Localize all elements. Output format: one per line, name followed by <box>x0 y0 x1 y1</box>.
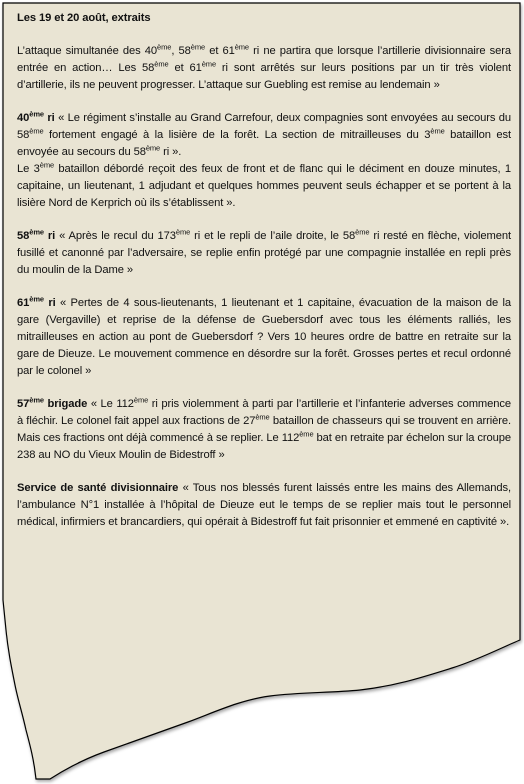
paragraph-intro: L’attaque simultanée des 40ème, 58ème et 61ème ri ne partira que lorsque l’artillerie divisionnaire sera entrée en action… Les 58ème et 61ème ri sont arrêtés sur leurs positions par un tir très violent d’artillerie, ils ne peuvent progresser. L’attaque sur Guebling est remise au lendemain » <box>17 42 511 91</box>
section-label: 57ème brigade <box>17 395 88 410</box>
paragraph-57e-brigade: 57ème brigade « Le 112ème ri pris violemment à parti par l’artillerie et l’infanterie adverses commence à fléchir. Le colonel fait appel aux fractions de 27ème bataillon de chasseurs qui se trouvent en arrière. Mais ces fractions ont déjà commencé à se replier. Le 112ème bat en retraite par échelon sur la croupe 238 au NO du Vieux Moulin de Bidestroff » <box>17 395 512 461</box>
document-text <box>17 10 511 547</box>
paragraph-40e-ri: 40ème ri « Le régiment s’installe au Grand Carrefour, deux compagnies sont envoyées au secours du 58ème fortement engagé à la lisière de la forêt. La section de mitrailleuses du 3ème bataillon est envoyée au secours du 58ème ri ». <box>17 109 511 158</box>
section-label: 58ème ri <box>17 227 56 242</box>
section-label: Service de santé divisionnaire <box>17 482 179 494</box>
paragraph-service-de-sante: Service de santé divisionnaire « Tous nos blessés furent laissés entre les mains des Allemands, l’ambulance N°1 installée à l’hôpital de Dieuze eut le temps de se replier mais tout le personnel médical, infirmiers et brancardiers, qui opérait à Bidestroff fut fait prisonnier et emmené en captivité ». <box>17 482 511 528</box>
paragraph-3e-bataillon: Le 3ème bataillon débordé reçoit des feux de front et de flanc qui le déciment en douze minutes, 1 capitaine, un lieutenant, 1 adjudant et quelques hommes peuvent seuls échapper et se portent à la lisière Nord de Kerprich où ils s’établissent ». <box>17 160 511 209</box>
section-label: 61ème ri <box>17 294 56 309</box>
document-title: Les 19 et 20 août, extraits <box>17 12 151 24</box>
paragraph-58e-ri: 58ème ri « Après le recul du 173ème ri et le repli de l’aile droite, le 58ème ri resté en flèche, violement fusillé et canonné par l’adversaire, se replie enfin protégé par une compagnie installée en repli près du moulin de la Dame » <box>17 227 511 276</box>
section-label: 40ème ri <box>17 109 55 124</box>
paragraph-61e-ri: 61ème ri « Pertes de 4 sous-lieutenants, 1 lieutenant et 1 capitaine, évacuation de la maison de la gare (Vergaville) et reprise de la défense de Guebersdorf avec tous les éléments ralliés, les mitrailleuses en action au pont de Guebersdorf ? Vers 10 heures ordre de battre en retraite sur la gare de Dieuze. Le mouvement commence en désordre sur la forêt. Grosses pertes et recul ordonné par le colonel » <box>17 294 511 377</box>
